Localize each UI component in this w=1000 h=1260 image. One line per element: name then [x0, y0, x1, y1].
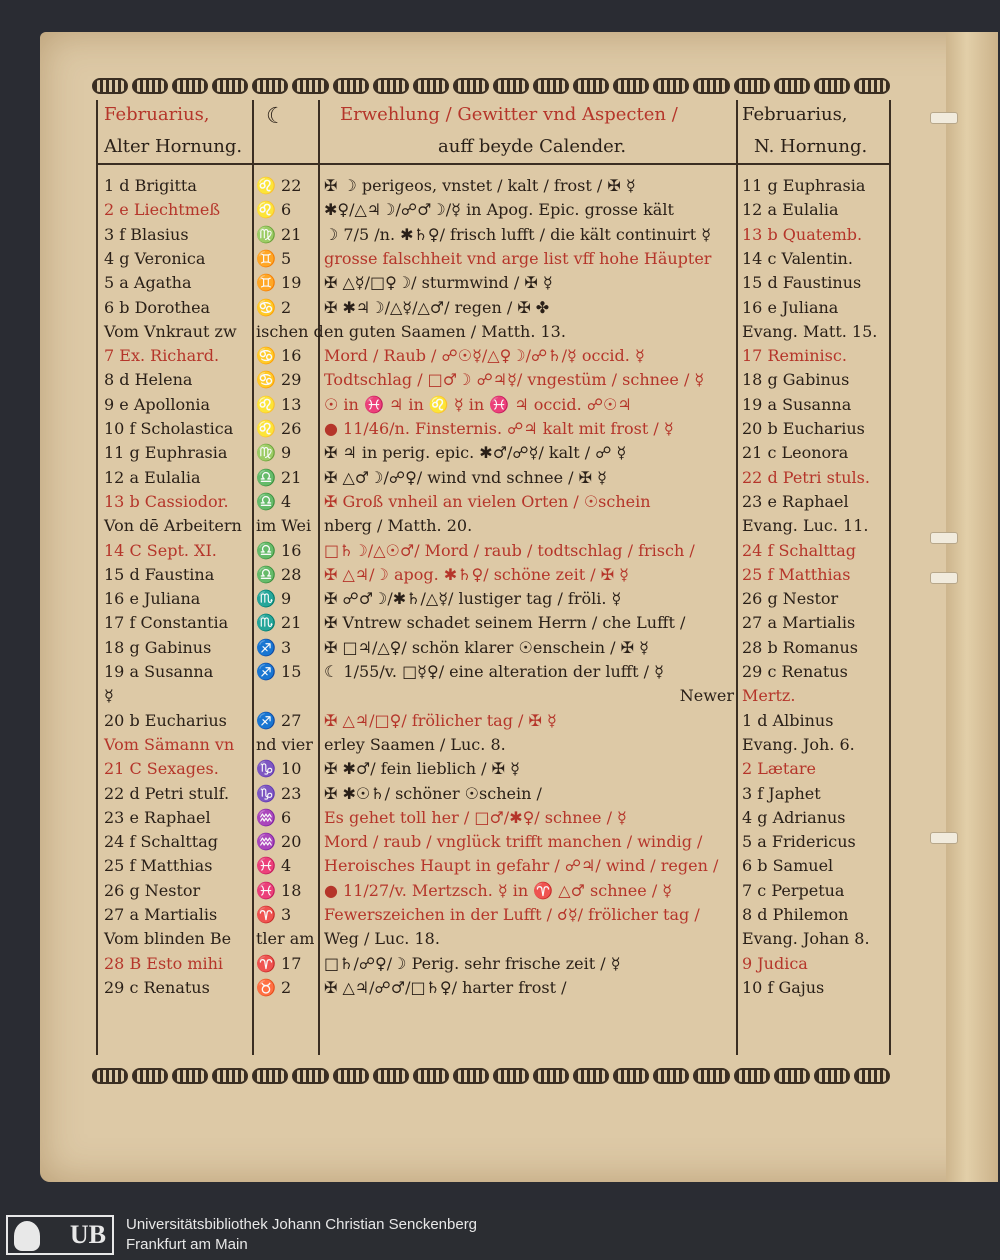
moon-icon: ☾	[266, 104, 286, 129]
row-zodiac: ♑ 10	[256, 759, 302, 779]
row-zodiac: ♌ 22	[256, 176, 302, 195]
row-new-calendar: 25 f Matthias	[742, 564, 851, 584]
calendar-row	[96, 806, 896, 830]
row-aspects: ✠ □♃/△♀/ schön klarer ☉enschein / ✠ ☿	[324, 637, 649, 657]
row-date: 13 b Cassiodor.	[104, 491, 229, 511]
row-date: Vom Sämann vn	[104, 734, 235, 754]
row-date: 28 B Esto mihi	[104, 953, 224, 973]
row-date: 22 d Petri stulf.	[104, 783, 230, 803]
row-date: Von dē Arbeitern	[104, 516, 242, 536]
row-aspects: ✠ △♂☽/☍♀/ wind vnd schnee / ✠ ☿	[324, 467, 607, 487]
row-new-calendar: 23 e Raphael	[742, 491, 849, 511]
left-header-subtitle: Alter Hornung.	[104, 136, 243, 157]
row-new-calendar: Evang. Matt. 15.	[742, 321, 878, 341]
calendar-row	[96, 466, 896, 490]
row-aspects: en guten Saamen / Matth. 13.	[324, 321, 566, 341]
row-aspects: ✠ △♃/☍♂/□♄♀/ harter frost /	[324, 977, 567, 997]
row-aspects: ✠ Vntrew schadet seinem Herrn / che Lufft /	[324, 613, 686, 633]
row-zodiac: ♒ 6	[256, 807, 292, 827]
row-zodiac: ♎ 21	[256, 467, 302, 487]
row-zodiac: ♒ 20	[256, 832, 302, 852]
calendar-row	[96, 296, 896, 320]
calendar-row	[96, 563, 896, 587]
row-new-calendar: Evang. Joh. 6.	[742, 734, 855, 754]
binding-stitch	[930, 832, 958, 844]
row-aspects: ✠ ♃ in perig. epic. ✱♂/☍☿/ kalt / ☍ ☿	[324, 443, 627, 463]
calendar-row	[96, 417, 896, 441]
row-new-calendar: 8 d Philemon	[742, 905, 849, 924]
row-aspects: ✠ ☍♂☽/✱♄/△☿/ lustiger tag / fröli. ☿	[324, 589, 622, 609]
row-new-calendar: 19 a Susanna	[742, 394, 852, 414]
row-aspects: Newer	[679, 686, 734, 706]
row-date: Vom Vnkraut zw	[104, 321, 237, 341]
row-new-calendar: 6 b Samuel	[742, 856, 834, 876]
row-date: 14 C Sept. XI.	[104, 540, 217, 560]
right-header-title: Februarius,	[742, 104, 848, 125]
row-zodiac: ♌ 6	[256, 200, 292, 220]
row-date: 5 a Agatha	[104, 273, 192, 293]
row-aspects: ✠ ✱♂/ fein lieblich / ✠ ☿	[324, 759, 520, 779]
calendar-row	[96, 441, 896, 465]
row-zodiac: ♎ 28	[256, 564, 302, 584]
row-new-calendar: 29 c Renatus	[742, 662, 848, 681]
row-zodiac: ♎ 16	[256, 540, 302, 560]
row-zodiac: ♋ 29	[256, 370, 302, 390]
row-date: 17 f Constantia	[104, 613, 229, 633]
row-zodiac: ♏ 21	[256, 613, 302, 633]
calendar-row	[96, 952, 896, 976]
row-new-calendar: Evang. Luc. 11.	[742, 516, 869, 536]
portrait-icon	[14, 1221, 40, 1251]
calendar-row	[96, 514, 896, 538]
row-date: 21 C Sexages.	[104, 759, 219, 779]
row-date: 20 b Eucharius	[104, 710, 227, 730]
row-new-calendar: 12 a Eulalia	[742, 200, 839, 220]
row-aspects: ✠ Groß vnheil an vielen Orten / ☉schein	[324, 491, 651, 511]
row-date: 12 a Eulalia	[104, 467, 201, 487]
row-zodiac: tler am	[256, 929, 315, 949]
calendar-row	[96, 879, 896, 903]
row-aspects: ✠ △☿/□♀☽/ sturmwind / ✠ ☿	[324, 273, 553, 293]
calendar-row	[96, 320, 896, 344]
row-date: 3 f Blasius	[104, 224, 189, 244]
calendar-row	[96, 757, 896, 781]
calendar-row	[96, 490, 896, 514]
row-new-calendar: 22 d Petri stuls.	[742, 467, 870, 487]
row-new-calendar: 11 g Euphrasia	[742, 176, 866, 195]
calendar-row	[96, 271, 896, 295]
row-aspects: ✠ ✱☉♄/ schöner ☉schein /	[324, 783, 542, 803]
calendar-row	[96, 927, 896, 951]
row-zodiac: ♐ 15	[256, 662, 302, 681]
row-new-calendar: 3 f Japhet	[742, 783, 821, 803]
row-new-calendar: 9 Judica	[742, 953, 808, 973]
calendar-row	[96, 709, 896, 733]
row-date: 27 a Martialis	[104, 905, 218, 924]
binding-stitch	[930, 532, 958, 544]
row-new-calendar: 5 a Fridericus	[742, 832, 856, 852]
row-aspects: ● 11/27/v. Mertzsch. ☿ in ♈ △♂ schnee / ☿	[324, 880, 673, 900]
row-date: 9 e Apollonia	[104, 394, 211, 414]
row-new-calendar: 7 c Perpetua	[742, 880, 845, 900]
row-date: 6 b Dorothea	[104, 297, 211, 317]
row-aspects: ✠ △♃/☽ apog. ✱♄♀/ schöne zeit / ✠ ☿	[324, 564, 629, 584]
row-zodiac: ♓ 4	[256, 856, 292, 876]
row-aspects: nberg / Matth. 20.	[324, 516, 473, 536]
calendar-row	[96, 611, 896, 635]
calendar-row	[96, 344, 896, 368]
row-new-calendar: 20 b Eucharius	[742, 419, 865, 438]
row-aspects: Fewerszeichen in der Lufft / ☌☿/ frölicher tag /	[324, 905, 700, 924]
calendar-row	[96, 976, 896, 1000]
row-aspects: Mord / raub / vnglück trifft manchen / windig /	[324, 832, 703, 852]
row-new-calendar: 27 a Martialis	[742, 613, 856, 633]
row-aspects: □♄/☍♀/☽ Perig. sehr frische zeit / ☿	[324, 953, 621, 973]
row-new-calendar: 1 d Albinus	[742, 710, 834, 730]
row-aspects: Weg / Luc. 18.	[324, 929, 440, 949]
row-new-calendar: 2 Lætare	[742, 759, 817, 779]
row-new-calendar: 24 f Schalttag	[742, 540, 856, 560]
row-date: Vom blinden Be	[104, 929, 232, 949]
row-date: 19 a Susanna	[104, 662, 214, 681]
left-header-title: Februarius,	[104, 104, 210, 125]
row-aspects: □♄☽/△☉♂/ Mord / raub / todtschlag / frisch /	[324, 540, 695, 560]
row-aspects: ✠ ✱♃☽/△☿/△♂/ regen / ✠ ✤	[324, 297, 550, 317]
row-date: 24 f Schalttag	[104, 832, 218, 852]
row-date: 10 f Scholastica	[104, 419, 234, 438]
row-zodiac: ischen d	[256, 321, 324, 341]
row-date: 23 e Raphael	[104, 807, 211, 827]
row-new-calendar: 17 Reminisc.	[742, 346, 847, 366]
middle-header-title: Erwehlung / Gewitter vnd Aspecten /	[340, 104, 678, 125]
row-date: 16 e Juliana	[104, 589, 201, 609]
header-rule	[96, 163, 891, 165]
row-aspects: ✠ △♃/□♀/ frölicher tag / ✠ ☿	[324, 710, 557, 730]
row-aspects: ☉ in ♓ ♃ in ♌ ☿ in ♓ ♃ occid. ☍☉♃	[324, 394, 632, 414]
top-ornament-border	[92, 76, 890, 96]
row-zodiac: ♏ 9	[256, 589, 292, 609]
row-aspects: ✱♀/△♃☽/☍♂☽/☿ in Apog. Epic. grosse kält	[324, 200, 674, 220]
calendar-row	[96, 393, 896, 417]
calendar-row	[96, 854, 896, 878]
calendar-row	[96, 587, 896, 611]
row-aspects: Mord / Raub / ☍☉☿/△♀☽/☍♄/☿ occid. ☿	[324, 346, 645, 366]
calendar-row	[96, 636, 896, 660]
row-zodiac: ♍ 21	[256, 224, 302, 244]
row-new-calendar: 21 c Leonora	[742, 443, 849, 463]
right-header-subtitle: N. Hornung.	[754, 136, 868, 157]
calendar-row	[96, 660, 896, 684]
row-new-calendar: 10 f Gajus	[742, 977, 825, 997]
row-new-calendar: Mertz.	[742, 686, 796, 706]
row-zodiac: im Wei	[256, 516, 312, 536]
row-aspects: grosse falschheit vnd arge list vff hohe Häupter	[324, 248, 712, 268]
row-zodiac: ♐ 3	[256, 637, 292, 657]
row-new-calendar: 28 b Romanus	[742, 637, 858, 657]
library-location: Frankfurt am Main	[126, 1236, 248, 1253]
row-date: 25 f Matthias	[104, 856, 213, 876]
row-zodiac: ♎ 4	[256, 491, 292, 511]
book-gutter	[946, 32, 998, 1182]
row-new-calendar: 18 g Gabinus	[742, 370, 850, 390]
row-zodiac: ♊ 5	[256, 248, 292, 268]
row-zodiac: ♌ 26	[256, 419, 302, 438]
row-zodiac: ♐ 27	[256, 710, 302, 730]
row-aspects: Es gehet toll her / □♂/✱♀/ schnee / ☿	[324, 807, 627, 827]
row-zodiac: ♓ 18	[256, 880, 302, 900]
library-name: Universitätsbibliothek Johann Christian Senckenberg	[126, 1216, 478, 1233]
row-aspects: ● 11/46/n. Finsternis. ☍♃ kalt mit frost / ☿	[324, 419, 674, 438]
row-date: 4 g Veronica	[104, 248, 206, 268]
row-date: 8 d Helena	[104, 370, 193, 390]
calendar-row	[96, 539, 896, 563]
calendar-row	[96, 903, 896, 927]
logo-text: UB	[69, 1220, 106, 1249]
row-new-calendar: 4 g Adrianus	[742, 807, 846, 827]
row-date: 7 Ex. Richard.	[104, 346, 220, 366]
row-new-calendar: Evang. Johan 8.	[742, 929, 870, 949]
row-aspects: ✠ ☽ perigeos, vnstet / kalt / frost / ✠ ☿	[324, 176, 636, 195]
calendar-row	[96, 733, 896, 757]
row-zodiac: ♋ 2	[256, 297, 292, 317]
row-new-calendar: 14 c Valentin.	[742, 248, 853, 268]
row-zodiac: ♈ 17	[256, 953, 302, 973]
row-aspects: Todtschlag / □♂☽ ☍♃☿/ vngestüm / schnee / ☿	[324, 370, 705, 390]
calendar-row	[96, 782, 896, 806]
row-date: 18 g Gabinus	[104, 637, 212, 657]
row-date: 11 g Euphrasia	[104, 443, 228, 463]
row-date: 2 e Liechtmeß	[104, 200, 221, 220]
row-aspects: ☾ 1/55/v. □☿♀/ eine alteration der lufft / ☿	[324, 662, 664, 681]
calendar-row	[96, 174, 896, 198]
calendar-row	[96, 830, 896, 854]
row-aspects: erley Saamen / Luc. 8.	[324, 734, 506, 754]
row-zodiac: ♌ 13	[256, 394, 302, 414]
library-logo	[6, 1215, 114, 1255]
row-date: 1 d Brigitta	[104, 176, 197, 195]
calendar-row	[96, 247, 896, 271]
row-aspects: Heroisches Haupt in gefahr / ☍♃/ wind / regen /	[324, 856, 719, 876]
bottom-ornament-border	[92, 1066, 890, 1086]
row-new-calendar: 26 g Nestor	[742, 589, 839, 609]
binding-stitch	[930, 112, 958, 124]
row-new-calendar: 15 d Faustinus	[742, 273, 862, 293]
row-new-calendar: 16 e Juliana	[742, 297, 839, 317]
row-date: 29 c Renatus	[104, 977, 210, 997]
calendar-row	[96, 684, 896, 708]
calendar-row	[96, 368, 896, 392]
row-zodiac: ♊ 19	[256, 273, 302, 293]
row-date: 26 g Nestor	[104, 880, 201, 900]
row-aspects: ☽ 7/5 /n. ✱♄♀/ frisch lufft / die kält continuirt ☿	[324, 224, 712, 244]
footer-bar	[0, 1210, 1000, 1260]
row-zodiac: nd vier	[256, 734, 313, 754]
row-zodiac: ♉ 2	[256, 977, 292, 997]
middle-header-subtitle: auff beyde Calender.	[438, 136, 627, 157]
row-zodiac: ♍ 9	[256, 443, 292, 463]
row-date: 15 d Faustina	[104, 564, 215, 584]
row-date: ☿	[104, 686, 114, 706]
calendar-row	[96, 198, 896, 222]
row-zodiac: ♑ 23	[256, 783, 302, 803]
binding-stitch	[930, 572, 958, 584]
row-zodiac: ♈ 3	[256, 905, 292, 924]
row-zodiac: ♋ 16	[256, 346, 302, 366]
row-new-calendar: 13 b Quatemb.	[742, 224, 863, 244]
calendar-row	[96, 223, 896, 247]
